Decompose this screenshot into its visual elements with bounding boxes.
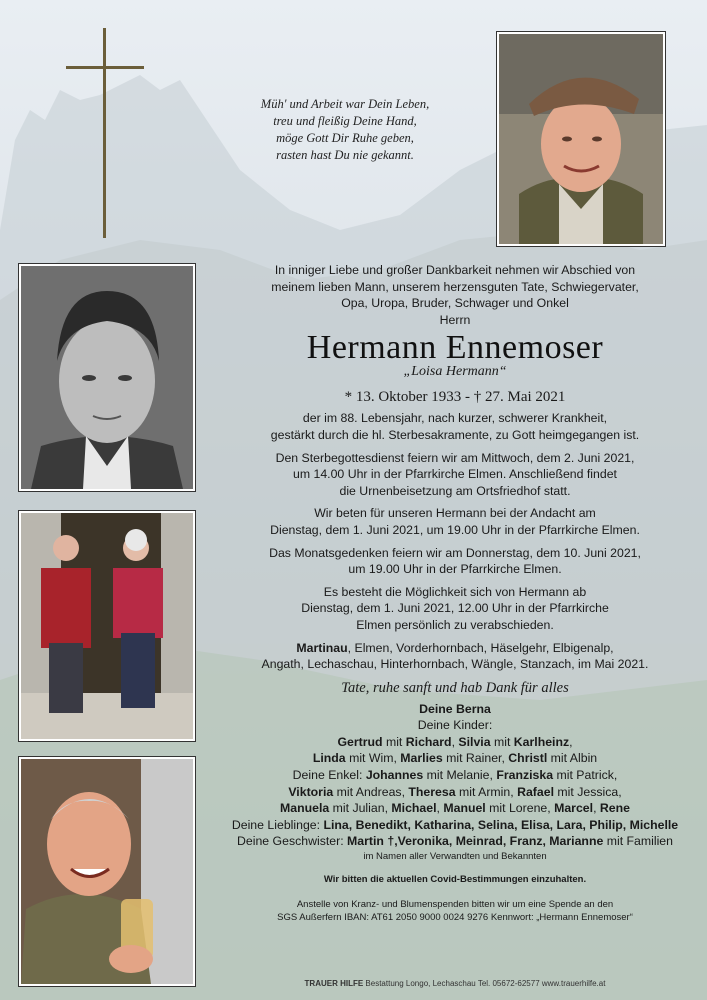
couple-photo [19, 511, 195, 741]
prayer-line: Wir beten für unseren Hermann bei der Andacht am [314, 506, 596, 521]
siblings-line: Deine Geschwister: Martin †,Veronika, Meinrad, Franz, Marianne mit Familien [237, 834, 673, 849]
grandchildren-line: Deine Enkel: Johannes mit Melanie, Franziska mit Patrick, [292, 768, 618, 783]
death-text-line: gestärkt durch die hl. Sterbesakramente, zu Gott heimgegangen ist. [270, 427, 640, 442]
children-line: Linda mit Wim, Marlies mit Rainer, Christl mit Albin [312, 751, 598, 766]
poem-line: möge Gott Dir Ruhe geben, [276, 131, 414, 145]
portrait-photo-cap [497, 32, 665, 246]
poem [225, 96, 465, 164]
farewell-line: Dienstag, dem 1. Juni 2021, 12.00 Uhr in der Pfarrkirche [301, 601, 609, 616]
poem-line: treu und fleißig Deine Hand, [273, 114, 417, 128]
life-dates: * 13. Oktober 1933 - † 27. Mai 2021 [344, 389, 566, 406]
cross-icon [103, 28, 106, 238]
great-grandchildren-line: Deine Lieblinge: Lina, Benedikt, Katharina, Selina, Elisa, Lara, Philip, Michelle [231, 817, 679, 832]
donation-line: Anstelle von Kranz- und Blumenspenden bitten wir um eine Spende an den [296, 899, 614, 911]
grandchildren-line: Manuela mit Julian, Michael, Manuel mit Lorene, Marcel, Rene [280, 801, 630, 816]
intro-line: In inniger Liebe und großer Dankbarkeit nehmen wir Abschied von [274, 263, 636, 277]
wife-line: Deine Berna [419, 701, 491, 716]
service-line: die Urnenbeisetzung am Ortsfriedhof statt. [339, 483, 571, 498]
donation-line: SGS Außerfern IBAN: AT61 2050 9000 0024 9276 Kennwort: „Hermann Ennemoser“ [277, 912, 633, 924]
farewell-line: Elmen persönlich zu verabschieden. [356, 617, 554, 632]
service-line: um 14.00 Uhr in der Pfarrkirche Elmen. Anschließend findet [293, 467, 617, 482]
intro-line: meinem lieben Mann, unserem herzensguten Tate, Schwiegervater, [271, 279, 639, 294]
portrait-photo-laughing [19, 757, 195, 986]
places-line: Martinau, Elmen, Vorderhornbach, Häselgehr, Elbigenalp, [296, 640, 614, 655]
poem-line: Müh' und Arbeit war Dein Leben, [260, 97, 430, 111]
farewell-line: Es besteht die Möglichkeit sich von Hermann ab [323, 584, 587, 599]
children-label: Deine Kinder: [417, 718, 493, 733]
deceased-name: Hermann Ennemoser [306, 329, 604, 367]
poem-line: rasten hast Du nie gekannt. [276, 148, 414, 162]
footer: TRAUER HILFE Bestattung Longo, Lechaschau Tel. 05672-62577 www.trauerhilfe.at [304, 979, 606, 988]
main-text [210, 262, 700, 924]
children-line: Gertrud mit Richard, Silvia mit Karlheinz, [337, 734, 573, 749]
service-line: Den Sterbegottesdienst feiern wir am Mittwoch, dem 2. Juni 2021, [275, 450, 635, 465]
covid-notice: Wir bitten die aktuellen Covid-Bestimmungen einzuhalten. [323, 874, 587, 886]
intro-line: Opa, Uropa, Bruder, Schwager und Onkel [341, 296, 569, 311]
memorial-line: Das Monatsgedenken feiern wir am Donnerstag, dem 10. Juni 2021, [269, 545, 641, 560]
relatives-line: im Namen aller Verwandten und Bekannten [363, 851, 547, 863]
places-line: Angath, Lechaschau, Hinterhornbach, Wängle, Stanzach, im Mai 2021. [261, 657, 649, 672]
memorial-line: um 19.00 Uhr in der Pfarrkirche Elmen. [348, 562, 562, 577]
cross-bar [66, 66, 144, 69]
prayer-line: Dienstag, dem 1. Juni 2021, um 19.00 Uhr in der Pfarrkirche Elmen. [270, 522, 640, 537]
intro-line: Herrn [439, 312, 471, 327]
farewell-motto: Tate, ruhe sanft und hab Dank für alles [341, 679, 569, 696]
portrait-photo-young [19, 264, 195, 491]
death-text-line: der im 88. Lebensjahr, nach kurzer, schwerer Krankheit, [302, 411, 608, 426]
grandchildren-line: Viktoria mit Andreas, Theresa mit Armin, Rafael mit Jessica, [288, 784, 622, 799]
deceased-nickname: „Loisa Hermann“ [403, 364, 507, 380]
